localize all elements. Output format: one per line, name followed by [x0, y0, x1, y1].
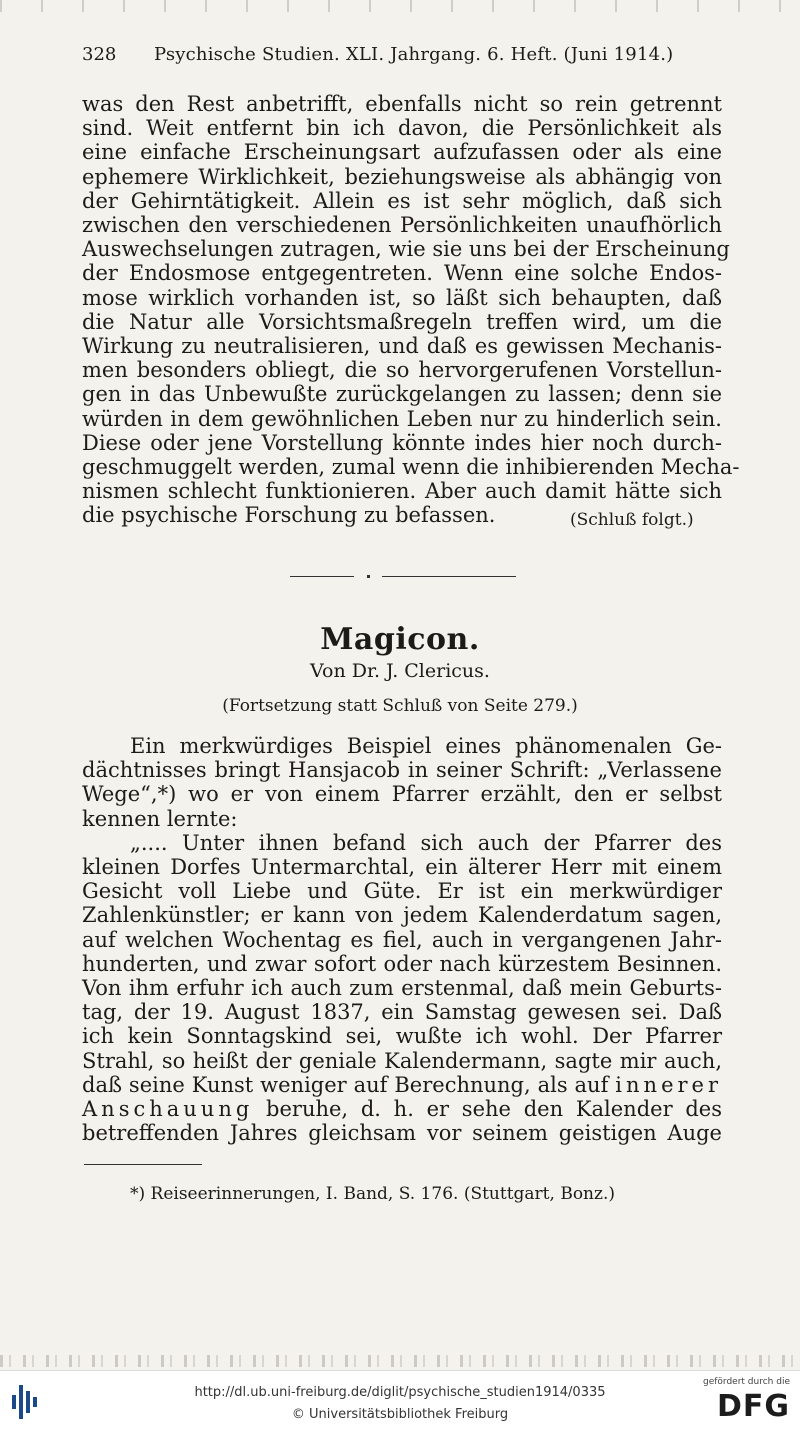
continuation-note: (Schluß folgt.): [570, 510, 694, 530]
text-line: Auswechselungen zutragen, wie sie uns bei der Erscheinung: [82, 237, 730, 262]
text-line: Wirkung zu neutralisieren, und daß es gewissen Mechanis-: [82, 334, 722, 359]
scan-noise-bottom: [0, 1355, 800, 1367]
running-title: Psychische Studien. XLI. Jahrgang. 6. Heft. (Juni 1914.): [154, 44, 674, 65]
page-number: 328: [82, 44, 117, 65]
text-line: kennen lernte:: [82, 806, 238, 831]
footnote: *) Reiseerinnerungen, I. Band, S. 176. (Stuttgart, Bonz.): [130, 1184, 615, 1204]
text-line: Wege“,*) wo er von einem Pfarrer erzählt, den er selbst: [82, 782, 722, 807]
text-line: Diese oder jene Vorstellung könnte indes hier noch durch-: [82, 430, 722, 455]
text-line: „.... Unter ihnen befand sich auch der Pfarrer des: [130, 830, 722, 855]
text-line: ich kein Sonntagskind sei, wußte ich wohl. Der Pfarrer: [82, 1024, 722, 1049]
text-line: hunderten, und zwar sofort oder nach kürzestem Besinnen.: [82, 951, 722, 976]
text-line: was den Rest anbetrifft, ebenfalls nicht so rein getrennt: [82, 92, 722, 116]
scan-noise-top: [0, 0, 800, 12]
text-line: kleinen Dorfes Untermarchtal, ein älterer Herr mit einem: [82, 855, 722, 880]
section-divider: [382, 576, 516, 577]
text-line: dächtnisses bringt Hansjacob in seiner Schrift: „Verlassene: [82, 758, 722, 783]
dfg-logo: DFG: [716, 1389, 790, 1424]
emphasis-spaced: Anschauung: [82, 1097, 254, 1122]
text-line: die psychische Forschung zu befassen.: [82, 503, 496, 528]
text-line: auf welchen Wochentag es fiel, auch in vergangenen Jahr-: [82, 927, 722, 952]
section-divider: [290, 576, 354, 577]
viewer-footer: [0, 1370, 800, 1429]
text-line: die Natur alle Vorsichtsmaßregeln treffen wird, um die: [82, 309, 722, 334]
text-line: der Endosmose entgegentreten. Wenn eine solche Endos-: [82, 261, 722, 286]
copyright-notice: © Universitätsbibliothek Freiburg: [291, 1407, 509, 1422]
text-line: Strahl, so heißt der geniale Kalendermann, sagte mir auch,: [82, 1048, 722, 1073]
article-author: Von Dr. J. Clericus.: [310, 660, 490, 682]
text-line: geschmuggelt werden, zumal wenn die inhibierenden Mecha-: [82, 455, 740, 480]
text-line: Ein merkwürdiges Beispiel eines phänomenalen Ge-: [130, 734, 722, 758]
emphasis-spaced: innerer: [615, 1072, 722, 1097]
text-line: würden in dem gewöhnlichen Leben nur zu hinderlich sein.: [82, 406, 722, 431]
article-body: [82, 734, 722, 1145]
text-line: Gesicht voll Liebe und Güte. Er ist ein merkwürdiger: [82, 879, 722, 904]
text-line: men besonders obliegt, die so hervorgerufenen Vorstellun-: [82, 358, 722, 383]
text-line: beruhe, d. h. er sehe den Kalender des: [266, 1097, 722, 1122]
previous-article-text: [82, 92, 740, 528]
text-line: eine einfache Erscheinungsart aufzufassen oder als eine: [82, 140, 722, 165]
funder-caption: gefördert durch die: [703, 1377, 790, 1387]
text-line: betreffenden Jahres gleichsam vor seinem geistigen Auge: [82, 1121, 722, 1146]
text-line: zwischen den verschiedenen Persönlichkeiten unaufhörlich: [82, 213, 722, 238]
section-divider-dot: [367, 575, 370, 578]
text-line: sind. Weit entfernt bin ich davon, die Persönlichkeit als: [82, 116, 722, 141]
text-line: ephemere Wirklichkeit, beziehungsweise als abhängig von: [82, 164, 722, 189]
text-line: tag, der 19. August 1837, ein Samstag gewesen sei. Daß: [82, 1000, 722, 1025]
article-title: Magicon.: [320, 622, 480, 657]
source-url-link[interactable]: http://dl.ub.uni-freiburg.de/diglit/psychische_studien1914/0335: [194, 1385, 606, 1400]
continued-from-note: (Fortsetzung statt Schluß von Seite 279.): [222, 696, 578, 716]
text-line: daß seine Kunst weniger auf Berechnung, als auf: [82, 1072, 609, 1097]
text-line: Zahlenkünstler; er kann von jedem Kalenderdatum sagen,: [82, 903, 722, 928]
text-line: nismen schlecht funktionieren. Aber auch damit hätte sich: [82, 479, 722, 504]
text-line: gen in das Unbewußte zurückgelangen zu lassen; denn sie: [82, 382, 722, 407]
text-line: mose wirklich vorhanden ist, so läßt sich behaupten, daß: [82, 285, 722, 310]
footnote-rule: [84, 1164, 202, 1165]
text-line: der Gehirntätigkeit. Allein es ist sehr möglich, daß sich: [82, 188, 722, 213]
text-line: Von ihm erfuhr ich auch zum erstenmal, daß mein Geburts-: [82, 976, 722, 1001]
